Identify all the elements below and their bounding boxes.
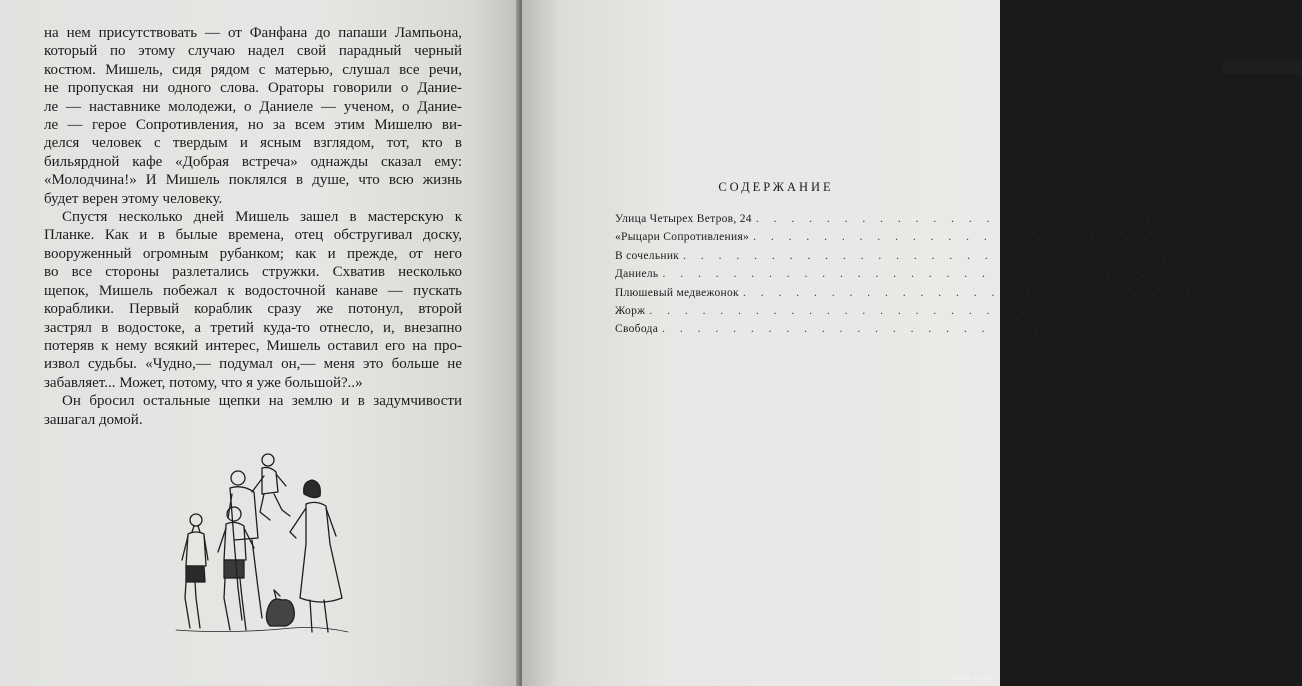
toc-entry <box>615 228 1268 246</box>
toc-heading: СОДЕРЖАНИЕ <box>718 180 834 194</box>
toc-entry <box>615 302 1164 320</box>
text-line: щепок, Мишель побежал к водосточной канаве — пускать <box>44 282 462 299</box>
text-line: ле — герое Сопротивления, но за всем этим Мишелю ви- <box>44 117 462 134</box>
paragraph-2 <box>44 208 462 392</box>
text-line: на нем присутствовать — от Фанфана до папаши Лампьона, <box>44 25 462 41</box>
toc-entry-title: Свобода <box>615 323 659 336</box>
text-line: «Молодчина!» И Мишель поклялся в душе, что всю жизнь <box>44 172 462 189</box>
bleed-through-mark <box>1222 60 1302 74</box>
toc-leader-dots: . . . . . . . . . . . . . . . . . . . . . . . . . . . . <box>755 213 1244 225</box>
toc-entry-title: Даниель <box>615 268 659 281</box>
man-figure <box>228 471 264 620</box>
woman-figure <box>290 480 342 632</box>
child-figure <box>260 454 290 520</box>
toc-entry-title: Плюшевый медвежонок <box>615 286 739 299</box>
toc-entry-title: «Рыцари Сопротивления» <box>615 231 750 244</box>
toc-entry-page: 3 <box>1264 213 1270 225</box>
toc-entry-page: 75 <box>1165 268 1177 281</box>
boy-figure-left <box>182 514 208 628</box>
text-line: не пропуская ни одного слова. Ораторы говорили о Даниe- <box>44 80 462 97</box>
text-line: застрял в водостоке, а третий куда-то отнесло, и, внезапно <box>44 319 462 336</box>
left-page <box>0 0 520 686</box>
toc-entry <box>615 210 1270 228</box>
text-line: кораблики. Первый кораблик сразу же потонул, второй <box>44 301 462 318</box>
toc-leader-dots: . . . . . . . . . . . . . . . . . . . . . . . . . . . . <box>649 304 1138 317</box>
text-line: извол судьбы. «Чудно,— подумал он,— меня это больше не <box>44 356 462 373</box>
text-line: вооруженный огромным рубанком; как и прежде, от него <box>44 245 462 262</box>
watermark: www.ay.by <box>951 672 994 682</box>
text-line: зашагал домой. <box>44 411 143 428</box>
toc-entry <box>615 265 1177 283</box>
toc-entry-page: 51 <box>1185 249 1198 262</box>
table-of-contents <box>615 180 1270 339</box>
text-line: во все стороны разлетались стружки. Схватив несколько <box>44 264 462 281</box>
toc-entry <box>615 320 1177 338</box>
text-line: который по этому случаю надел свой парадный черный <box>44 43 462 60</box>
text-line: Спустя несколько дней Мишель зашел в мастерскую к <box>62 209 462 226</box>
toc-entry <box>615 284 1258 302</box>
toc-leader-dots: . . . . . . . . . . . . . . . . . . . . . . . . . . . . <box>753 231 1242 244</box>
toc-leader-dots: . . . . . . . . . . . . . . . . . . . . . . . . . . . . <box>683 249 1172 262</box>
body-text <box>44 24 462 429</box>
paragraph-3 <box>44 392 462 429</box>
text-line: забавляет... Может, потому, что я уже большой?..» <box>44 374 363 391</box>
toc-entry-title: Жорж <box>615 304 646 317</box>
toc-leader-dots: . . . . . . . . . . . . . . . . . . . . . . . . . . . . <box>742 286 1232 299</box>
text-line: потеряв к нему всякий интерес, Мишель оставил его на про- <box>44 337 462 354</box>
text-line: Он бросил остальные щепки на землю и в задумчивости <box>62 393 462 410</box>
toc-leader-dots: . . . . . . . . . . . . . . . . . . . . . . . . . . . . <box>662 268 1151 281</box>
text-line: костюм. Мишель, сидя рядом с матерью, слушал все речи, <box>44 61 462 78</box>
toc-entry-page: 27 <box>1255 231 1268 244</box>
dog-figure <box>266 590 294 626</box>
text-line: бильярдной кафе «Добрая встреча» однажды сказал ему: <box>44 153 462 170</box>
text-line: ле — наставнике молодежи, о Даниеле — ученом, о Даниe- <box>44 98 462 115</box>
toc-leader-dots: . . . . . . . . . . . . . . . . . . . . . . . . . . . . <box>662 323 1151 336</box>
toc-entry-title: В сочельник <box>615 249 680 262</box>
toc-entry <box>615 247 1198 265</box>
text-line: Планке. Как и в былые времена, отец обстругивал доску, <box>44 227 462 244</box>
text-line: делся человек с твердым и ясным взглядом, тот, кто в <box>44 135 462 152</box>
text-line: будет верен этому человеку. <box>44 190 223 207</box>
toc-entry-title: Улица Четырех Ветров, 24 <box>615 213 752 225</box>
toc-entry-page: 94 <box>1245 286 1258 299</box>
paragraph-1 <box>44 24 462 208</box>
toc-entry-page: 129 <box>1158 323 1177 336</box>
toc-entry-page: 112 <box>1146 304 1164 317</box>
right-page <box>522 0 1000 686</box>
family-illustration <box>172 448 352 638</box>
